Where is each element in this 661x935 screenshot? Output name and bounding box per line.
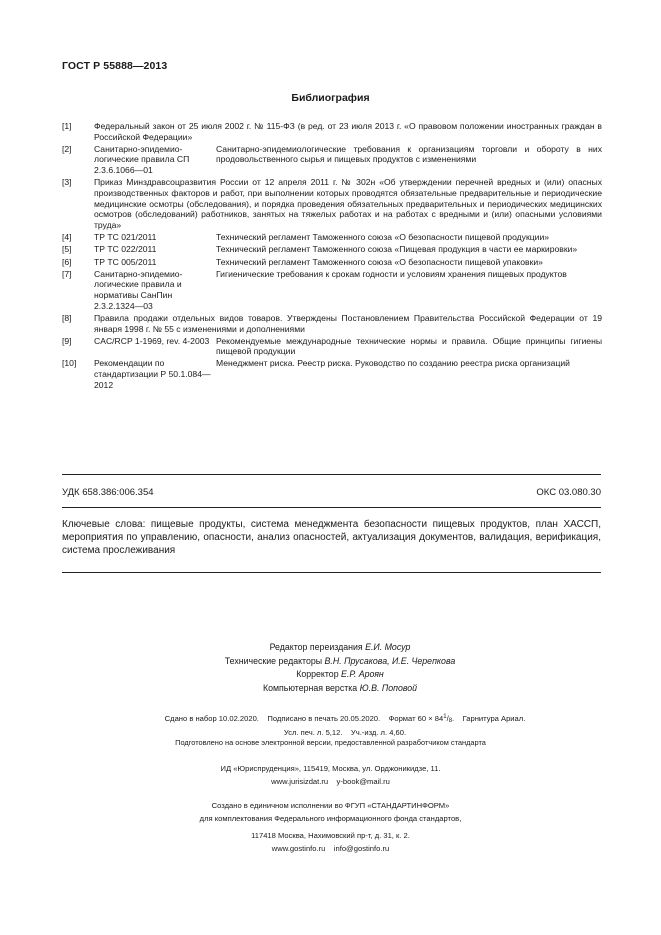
address-contacts: www.gostinfo.ru info@gostinfo.ru [271,843,390,853]
edition-sheets: Уч.-изд. л. 4,60. [350,728,407,737]
bib-title: Технический регламент Таможенного союза «О безопасности пищевой продукции» [216,231,550,242]
bib-text: Федеральный закон от 25 июля 2002 г. № 115-ФЗ (в ред. от 23 июля 2013 г. «О правовом положении иностранных граждан в Российской Федерации» [94,121,602,142]
bib-designation: ТР ТС 005/2011 [94,256,157,267]
print-info [95,711,595,739]
oks-code: ОКС 03.080.30 [536,487,601,498]
bib-entry-6 [62,257,602,268]
format-numerator: 1 [443,714,447,720]
credit-layout [130,682,550,696]
publisher-contacts: www.jurisizdat.ru y-book@mail.ru [271,776,390,786]
bib-title: Санитарно-эпидемиологические требования к организациям торговли и обороту в них продовольственного сырья и пищевых продуктов с изменениями [216,143,602,165]
bib-entry-1 [62,121,602,142]
bibliography-title: Библиография [291,92,370,104]
bib-entry-3 [62,177,602,230]
bib-number: [6] [62,256,72,267]
bib-designation: Санитарно-эпидемио-логические правила СП 2.3.6.1066—01 [94,143,190,175]
publisher-address: ИД «Юриспруденция», 115419, Москва, ул. Орджоникидзе, 11. [220,764,441,773]
bib-entry-7 [62,269,602,311]
publisher-block [0,763,661,788]
creator-line-1: Создано в единичном исполнении во ФГУП «СТАНДАРТИНФОРМ» [211,801,450,810]
bib-entry-10 [62,358,602,390]
bib-entry-4 [62,232,602,243]
bib-designation: CAC/RCP 1-1969, rev. 4-2003 [94,335,210,346]
keywords: Ключевые слова: пищевые продукты, система менеджмента безопасности пищевых продуктов, план ХАССП, мероприятия по управлению, опасности, анализ опасностей, актуализация документов, валидация, верификация, система прослеживания [62,519,601,556]
format-denominator: 8 [448,718,453,724]
bib-designation: ТР ТС 022/2011 [94,244,157,255]
bib-entry-9 [62,336,602,357]
credit-label: Технические редакторы [224,655,323,666]
credit-label: Редактор переиздания [269,642,363,652]
credit-corrector [130,668,550,682]
bib-entry-8 [62,313,602,334]
paper-format: Формат $60 \times 84^1/_8$. [388,714,455,724]
credit-label: Компьютерная верстка [262,682,358,693]
bib-designation: Санитарно-эпидемио-логические правила и нормативы СанПин 2.3.2.1324—03 [94,268,183,311]
bib-number: [2] [62,143,72,154]
typeset-date: Сдано в набор 10.02.2020. [164,714,259,723]
credit-name: Е.И. Мосур [365,642,411,652]
bib-text: Правила продажи отдельных видов товаров. Утверждены Постановлением Правительства Российской Федерации от 19 января 1998 г. № 55 с изменениями и дополнениями [94,313,602,334]
creator-block [0,800,661,825]
bib-number: [9] [62,335,72,346]
bib-number: [8] [62,313,72,324]
bib-number: [10] [62,358,77,369]
bib-title: Рекомендуемые международные технические нормы и правила. Общие принципы гигиены пищевой продукции [216,335,602,357]
credit-name: В.Н. Прусакова, И.Е. Черепкова [324,655,456,666]
divider-middle [62,507,601,508]
creator-line-2: для комплектования Федерального информационного фонда стандартов, [199,813,462,823]
typeface: Гарнитура Ариал. [462,714,526,723]
format-prefix: Формат 60 × 84 [388,714,444,723]
bib-title: Технический регламент Таможенного союза «Пищевая продукция в части ее маркировки» [216,244,578,255]
bib-number: [5] [62,244,72,255]
credits-block [130,641,550,695]
classification-line [62,487,601,498]
signed-date: Подписано в печать 20.05.2020. [267,714,381,723]
bib-entry-5 [62,244,602,255]
bib-title: Гигиенические требования к срокам годности и условиям хранения пищевых продуктов [216,268,567,279]
credit-name: Ю.В. Поповой [359,682,418,693]
bib-number: [3] [62,177,72,188]
print-info-line-1 [95,711,595,727]
bib-number: [7] [62,268,72,279]
bib-number: [1] [62,121,72,131]
bib-designation: ТР ТС 021/2011 [94,231,157,242]
printed-sheets: Усл. печ. л. 5,12. [283,728,343,737]
address-line: 117418 Москва, Нахимовский пр-т, д. 31, к. 2. [251,831,410,840]
credit-label: Корректор [296,669,339,679]
bib-title: Технический регламент Таможенного союза «О безопасности пищевой упаковки» [216,256,543,267]
bib-title: Менеджмент риска. Реестр риска. Руководство по созданию реестра риска организаций [216,358,570,369]
udc-code: УДК 658.386:006.354 [62,487,154,498]
credit-tech-editors [130,655,550,669]
address-block [0,830,661,855]
standard-code: ГОСТ Р 55888—2013 [62,60,168,72]
divider-bottom [62,572,601,573]
prepared-note: Подготовлено на основе электронной версии, предоставленной разработчиком стандарта [175,738,486,747]
bib-designation: Рекомендации по стандартизации Р 50.1.084—2012 [94,358,211,390]
bib-number: [4] [62,231,72,242]
divider-top [62,474,601,475]
bib-text: Приказ Минздравсоцразвития России от 12 апреля 2011 г. № 302н «Об утверждении перечней вредных и (или) опасных производственных факторов и работ, при выполнении которых проводятся обязательные предварительные и периодические медицинские осмотры (обследования), и порядка проведения обязательных предварительных и периодических медицинских осмотров (обследований) работников, занятых на тяжелых работах и на работах с вредными и (или) опасными условиями труда» [94,177,602,230]
credit-name: Е.Р. Ароян [341,669,384,679]
bib-entry-2 [62,144,602,176]
bibliography-list [62,121,602,392]
credit-editor [130,641,550,655]
